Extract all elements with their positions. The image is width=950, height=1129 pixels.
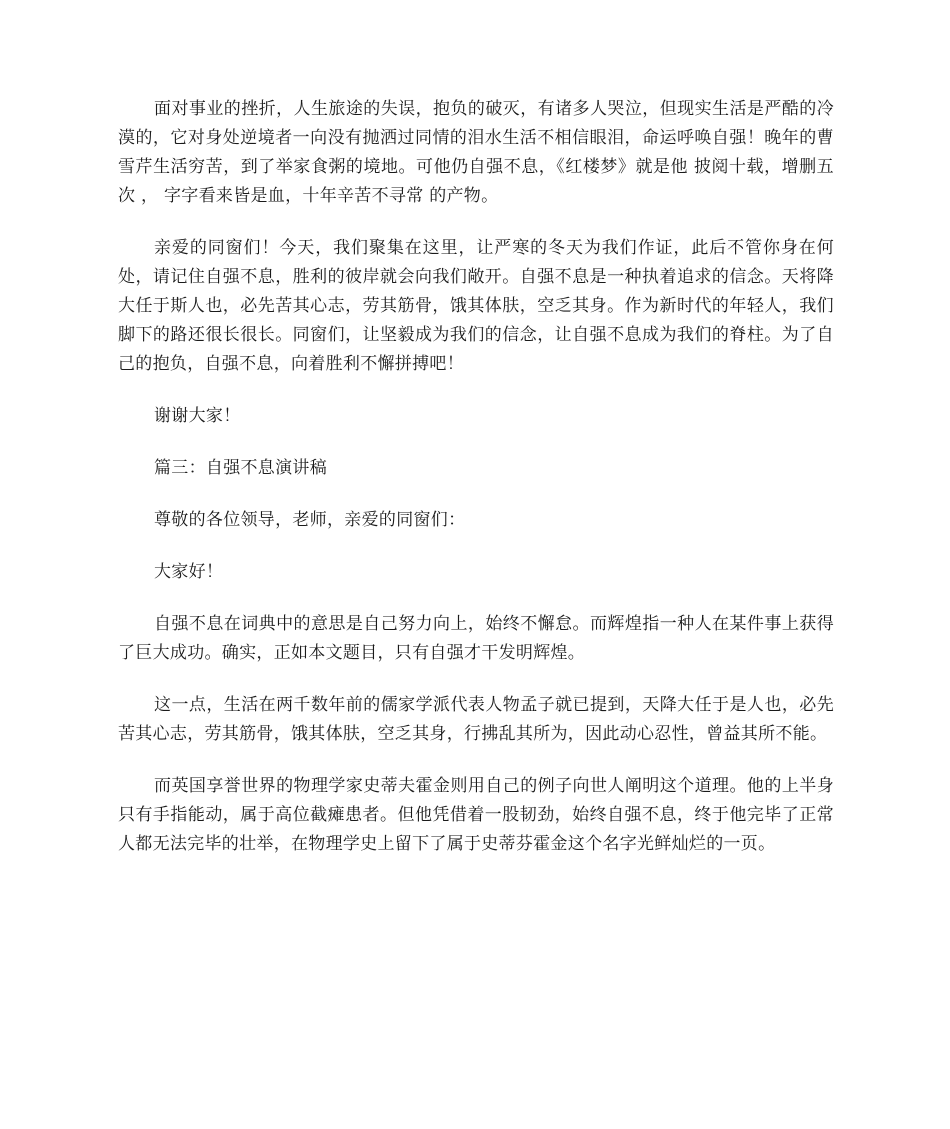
paragraph-caoxueqin: 面对事业的挫折，人生旅途的失误，抱负的破灭，有诸多人哭泣，但现实生活是严酷的冷漠的，它对身处逆境者一向没有抛洒过同情的泪水生活不相信眼泪，命运呼唤自强！晚年的曹雪芹生活穷苦，到了举家食粥的境地。可他仍自强不息，《红楼梦》就是他 披阅十载，增删五次 ， 字字看来皆是血，十年辛苦不寻常 的产物。 [118,99,834,206]
paragraph-classmates-appeal: 亲爱的同窗们！今天，我们聚集在这里，让严寒的冬天为我们作证，此后不管你身在何处，请记住自强不息，胜利的彼岸就会向我们敞开。自强不息是一种执着追求的信念。天将降大任于斯人也，必先苦其心志，劳其筋骨，饿其体肤，空乏其身。作为新时代的年轻人，我们脚下的路还很长很长。同窗们，让坚毅成为我们的信念，让自强不息成为我们的脊柱。为了自己的抱负，自强不息，向着胜利不懈拼搏吧！ [118,238,834,374]
section-heading: 篇三：自强不息演讲稿 [154,458,327,478]
paragraph-thanks: 谢谢大家！ [154,406,241,426]
document-page [118,95,834,882]
paragraph-hawking: 而英国享誉世界的物理学家史蒂夫霍金则用自己的例子向世人阐明这个道理。他的上半身只有手指能动，属于高位截瘫患者。但他凭借着一股韧劲，始终自强不息，终于他完毕了正常人都无法完毕的壮举，在物理学史上留下了属于史蒂芬霍金这个名字光鲜灿烂的一页。 [118,776,834,854]
greeting: 大家好！ [154,562,224,582]
paragraph-definition: 自强不息在词典中的意思是自己努力向上，始终不懈怠。而辉煌指一种人在某件事上获得了巨大成功。确实，正如本文题目，只有自强才干发明辉煌。 [118,614,834,663]
paragraph-mencius: 这一点，生活在两千数年前的儒家学派代表人物孟子就已提到，天降大任于是人也，必先苦其心志，劳其筋骨，饿其体肤，空乏其身，行拂乱其所为，因此动心忍性，曾益其所不能。 [118,695,834,744]
salutation: 尊敬的各位领导，老师，亲爱的同窗们： [154,510,466,530]
